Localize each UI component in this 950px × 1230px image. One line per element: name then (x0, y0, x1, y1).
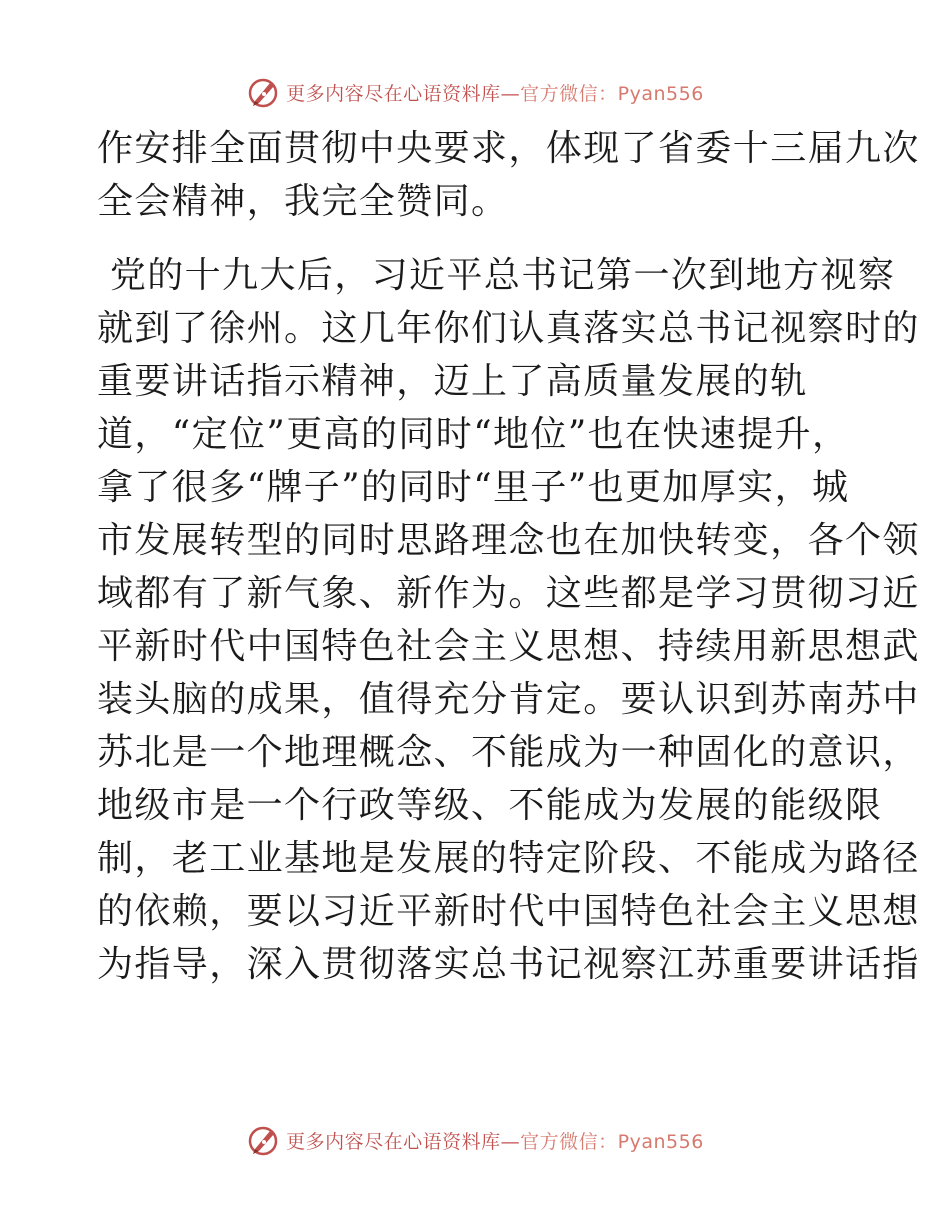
text-line: 制，老工业基地是发展的特定阶段、不能成为路径 (97, 838, 920, 879)
text-line: 党的十九大后，习近平总书记第一次到地方视察 (97, 255, 896, 296)
text-line: 就到了徐州。这几年你们认真落实总书记视察时的 (97, 308, 920, 349)
header-banner-text: 更多内容尽在心语资料库—官方微信：Pyan556 (286, 82, 704, 105)
text-line: 域都有了新气象、新作为。这些都是学习贯彻习近 (97, 573, 920, 614)
paragraph-2 (97, 249, 920, 991)
text-line: 装头脑的成果，值得充分肯定。要认识到苏南苏中 (97, 679, 920, 720)
text-line: 重要讲话指示精神，迈上了高质量发展的轨 (97, 361, 808, 402)
text-line: 苏北是一个地理概念、不能成为一种固化的意识， (97, 732, 920, 773)
footer-banner (0, 1120, 950, 1160)
pen-logo-icon (246, 1123, 280, 1157)
text-line: 作安排全面贯彻中央要求，体现了省委十三届九次 (97, 128, 920, 169)
text-line: 拿了很多“牌子”的同时“里子”也更加厚实，城 (97, 467, 850, 508)
text-line: 的依赖，要以习近平新时代中国特色社会主义思想 (97, 891, 920, 932)
text-line: 全会精神，我完全赞同。 (97, 181, 509, 222)
text-line: 道，“定位”更高的同时“地位”也在快速提升， (97, 414, 850, 455)
text-line: 为指导，深入贯彻落实总书记视察江苏重要讲话指 (97, 944, 920, 985)
text-line: 市发展转型的同时思路理念也在加快转变，各个领 (97, 520, 920, 561)
paragraph-1 (97, 122, 920, 228)
text-line: 平新时代中国特色社会主义思想、持续用新思想武 (97, 626, 920, 667)
text-line: 地级市是一个行政等级、不能成为发展的能级限 (97, 785, 883, 826)
footer-banner-text: 更多内容尽在心语资料库—官方微信：Pyan556 (286, 1130, 704, 1153)
pen-logo-icon (246, 75, 280, 109)
document-body (97, 122, 920, 991)
header-banner (0, 72, 950, 112)
